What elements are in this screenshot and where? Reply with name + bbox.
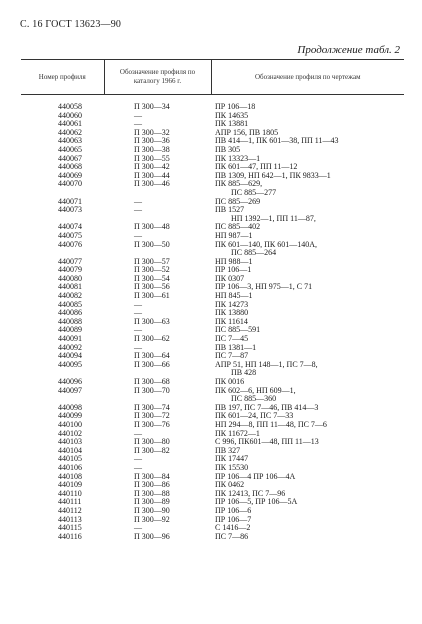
profile-number-cell: 440075 xyxy=(58,231,82,240)
catalog-designation-cell: — xyxy=(134,326,142,335)
catalog-designation-cell: П 300—82 xyxy=(134,446,170,455)
drawing-designation-cell: ПВ 327 xyxy=(215,446,241,455)
catalog-designation-cell: П 300—84 xyxy=(134,472,170,481)
table-row xyxy=(21,198,404,207)
catalog-designation-cell: — xyxy=(134,524,142,533)
drawing-designation-cell: ПР 106—4 ПР 106—4А xyxy=(215,472,296,481)
catalog-designation-cell: П 300—86 xyxy=(134,481,170,490)
table-row xyxy=(21,516,404,525)
catalog-designation-cell: П 300—38 xyxy=(134,145,170,154)
catalog-designation-cell: П 300—68 xyxy=(134,378,170,386)
profile-number-cell: 440089 xyxy=(58,326,82,335)
drawing-designation-cell: ПР 106—1 xyxy=(215,266,252,275)
drawing-designation-cell: ПК 13880 xyxy=(215,309,249,318)
table-row xyxy=(21,430,404,439)
profile-number-cell: 440109 xyxy=(58,481,82,490)
profile-number-cell: 440068 xyxy=(58,163,82,172)
drawing-designation-cell: АПР 156, ПВ 1805 xyxy=(215,128,279,137)
table-row xyxy=(21,318,404,327)
catalog-designation-cell: — xyxy=(134,231,142,240)
profile-number-cell: 440091 xyxy=(58,335,82,344)
profile-number-cell: 440099 xyxy=(58,412,82,421)
catalog-designation-cell: — xyxy=(134,197,142,206)
table-row xyxy=(21,473,404,482)
drawing-designation-cell: ПК 601—140, ПК 601—140А, xyxy=(215,240,318,249)
drawing-designation-cell: ПВ 428 xyxy=(231,369,257,378)
column-header-drawing-designation: Обозначение профиля по чертежам xyxy=(211,60,404,95)
drawing-designation-cell: ПР 106—6 xyxy=(215,506,252,515)
column-header-profile-number: Номер профиля xyxy=(21,60,104,95)
table-row xyxy=(21,412,404,421)
profile-number-cell: 440061 xyxy=(58,120,82,129)
catalog-designation-cell: П 300—89 xyxy=(134,498,170,507)
table-row xyxy=(21,524,404,533)
catalog-designation-cell: П 300—50 xyxy=(134,240,170,249)
table-row xyxy=(21,163,404,172)
drawing-designation-cell: ПК 885—629, xyxy=(215,180,263,189)
catalog-designation-cell: — xyxy=(134,120,142,129)
catalog-designation-cell xyxy=(104,215,211,224)
drawing-designation-cell: ПР 106—5, ПР 106—5А xyxy=(215,498,298,507)
profile-number-cell: 440095 xyxy=(58,360,82,369)
drawing-designation-cell: ПС 7—87 xyxy=(215,352,249,361)
profile-number-cell: 440106 xyxy=(58,463,82,472)
profile-number-cell: 440105 xyxy=(58,455,82,464)
catalog-designation-cell: П 300—72 xyxy=(134,412,170,421)
profile-table xyxy=(21,59,404,541)
table-row xyxy=(21,301,404,310)
catalog-designation-cell: — xyxy=(134,455,142,464)
table-row xyxy=(21,438,404,447)
catalog-designation-cell: П 300—61 xyxy=(134,292,170,301)
catalog-designation-cell: П 300—76 xyxy=(134,420,170,429)
table-row xyxy=(21,387,404,396)
catalog-designation-cell: П 300—66 xyxy=(134,360,170,369)
catalog-designation-cell xyxy=(104,369,211,378)
profile-number-cell: 440067 xyxy=(58,154,82,163)
drawing-designation-cell: ПК 14635 xyxy=(215,111,249,120)
profile-number-cell: 440108 xyxy=(58,472,82,481)
catalog-designation-cell: П 300—96 xyxy=(134,532,170,541)
drawing-designation-cell: НП 1392—1, ПП 11—87, xyxy=(231,214,316,223)
catalog-designation-cell: П 300—48 xyxy=(134,223,170,232)
drawing-designation-cell: ПР 106—3, НП 975—1, С 71 xyxy=(215,283,313,292)
drawing-designation-cell: НП 987—1 xyxy=(215,231,253,240)
table-row xyxy=(21,258,404,267)
profile-number-cell: 440098 xyxy=(58,403,82,412)
drawing-designation-cell: ПК 17447 xyxy=(215,455,249,464)
profile-number-cell: 440076 xyxy=(58,240,82,249)
catalog-designation-cell: П 300—46 xyxy=(134,180,170,189)
profile-number-cell: 440113 xyxy=(58,515,82,524)
profile-number-cell: 440111 xyxy=(58,498,82,507)
table-row xyxy=(21,464,404,473)
profile-number-cell xyxy=(21,215,104,224)
drawing-designation-cell: ПК 601—24, ПС 7—33 xyxy=(215,412,294,421)
drawing-designation-cell: НП 294—8, ПП 11—48, ПС 7—6 xyxy=(215,420,327,429)
drawing-designation-cell: ПС 885—277 xyxy=(231,188,277,197)
table-row xyxy=(21,120,404,129)
profile-number-cell: 440102 xyxy=(58,429,82,438)
drawing-designation-cell: ПВ 1527 xyxy=(215,206,245,215)
profile-number-cell xyxy=(21,395,104,404)
table-body xyxy=(21,95,404,542)
drawing-designation-cell: ПС 885—269 xyxy=(215,197,261,206)
drawing-designation-cell: ПС 7—86 xyxy=(215,532,249,541)
profile-number-cell: 440065 xyxy=(58,145,82,154)
catalog-designation-cell: П 300—52 xyxy=(134,266,170,275)
profile-number-cell: 440085 xyxy=(58,300,82,309)
catalog-designation-cell xyxy=(104,249,211,258)
drawing-designation-cell: ПК 12413, ПС 7—96 xyxy=(215,489,286,498)
table-row xyxy=(21,292,404,301)
table-row xyxy=(21,326,404,335)
drawing-designation-cell: С 996, ПК601—48, ПП 11—13 xyxy=(215,438,319,447)
profile-number-cell xyxy=(21,189,104,198)
table-row xyxy=(21,507,404,516)
table-row xyxy=(21,275,404,284)
table-row xyxy=(21,481,404,490)
catalog-designation-cell: — xyxy=(134,206,142,215)
profile-number-cell: 440100 xyxy=(58,420,82,429)
profile-number-cell: 440081 xyxy=(58,283,82,292)
profile-number-cell: 440088 xyxy=(58,317,82,326)
catalog-designation-cell: П 300—64 xyxy=(134,352,170,361)
table-row xyxy=(21,189,404,198)
profile-number-cell: 440060 xyxy=(58,111,82,120)
profile-number-cell: 440104 xyxy=(58,446,82,455)
profile-number-cell: 440086 xyxy=(58,309,82,318)
table-row xyxy=(21,404,404,413)
table-row xyxy=(21,112,404,121)
profile-number-cell: 440092 xyxy=(58,343,82,352)
table-row xyxy=(21,352,404,361)
table-row xyxy=(21,447,404,456)
table-row xyxy=(21,206,404,215)
profile-number-cell xyxy=(21,369,104,378)
drawing-designation-cell: НП 845—1 xyxy=(215,292,253,301)
catalog-designation-cell: П 300—57 xyxy=(134,257,170,266)
drawing-designation-cell: ПК 0016 xyxy=(215,378,245,386)
catalog-designation-cell: П 300—74 xyxy=(134,403,170,412)
profile-number-cell: 440069 xyxy=(58,171,82,180)
drawing-designation-cell: ПК 0462 xyxy=(215,481,245,490)
table-row xyxy=(21,455,404,464)
drawing-designation-cell: ПС 885—402 xyxy=(215,223,261,232)
catalog-designation-cell: П 300—55 xyxy=(134,154,170,163)
catalog-designation-cell: — xyxy=(134,429,142,438)
table-row xyxy=(21,249,404,258)
profile-number-cell: 440097 xyxy=(58,386,82,395)
table-row xyxy=(21,146,404,155)
table-row xyxy=(21,155,404,164)
profile-number-cell: 440062 xyxy=(58,128,82,137)
catalog-designation-cell: П 300—90 xyxy=(134,506,170,515)
table-continuation-title: Продолжение табл. 2 xyxy=(297,44,400,56)
catalog-designation-cell: П 300—54 xyxy=(134,274,170,283)
table-row xyxy=(21,232,404,241)
table-row xyxy=(21,223,404,232)
profile-number-cell: 440096 xyxy=(58,378,82,386)
table-row xyxy=(21,283,404,292)
drawing-designation-cell: ПВ 197, ПС 7—46, ПВ 414—3 xyxy=(215,403,319,412)
catalog-designation-cell: — xyxy=(134,463,142,472)
profile-number-cell: 440094 xyxy=(58,352,82,361)
catalog-designation-cell: П 300—44 xyxy=(134,171,170,180)
column-header-catalog-designation: Обозначение профиля по каталогу 1966 г. xyxy=(104,60,211,95)
profile-number-cell: 440112 xyxy=(58,506,82,515)
catalog-designation-cell: П 300—80 xyxy=(134,438,170,447)
table-row xyxy=(21,137,404,146)
drawing-designation-cell: ПВ 1381—1 xyxy=(215,343,257,352)
drawing-designation-cell: ПВ 414—1, ПК 601—38, ПП 11—43 xyxy=(215,137,339,146)
profile-number-cell: 440080 xyxy=(58,274,82,283)
catalog-designation-cell: — xyxy=(134,309,142,318)
table-row xyxy=(21,490,404,499)
table-row xyxy=(21,180,404,189)
profile-number-cell: 440082 xyxy=(58,292,82,301)
page-header: С. 16 ГОСТ 13623—90 xyxy=(20,19,122,30)
drawing-designation-cell: АПР 51, НП 148—1, ПС 7—8, xyxy=(215,360,318,369)
table-row xyxy=(21,421,404,430)
profile-number-cell: 440116 xyxy=(58,532,82,541)
table-row xyxy=(21,335,404,344)
catalog-designation-cell: П 300—70 xyxy=(134,386,170,395)
drawing-designation-cell: ПК 0307 xyxy=(215,274,245,283)
profile-number-cell: 440115 xyxy=(58,524,82,533)
catalog-designation-cell: — xyxy=(134,343,142,352)
profile-number-cell: 440110 xyxy=(58,489,82,498)
profile-number-cell: 440103 xyxy=(58,438,82,447)
profile-number-cell: 440071 xyxy=(58,197,82,206)
drawing-designation-cell: ПК 13323—1 xyxy=(215,154,261,163)
drawing-designation-cell: ПК 602—6, НП 609—1, xyxy=(215,386,296,395)
table-row xyxy=(21,378,404,387)
table-row xyxy=(21,369,404,378)
catalog-designation-cell: П 300—56 xyxy=(134,283,170,292)
profile-number-cell: 440063 xyxy=(58,137,82,146)
drawing-designation-cell: ПК 15530 xyxy=(215,463,249,472)
drawing-designation-cell: НП 988—1 xyxy=(215,257,253,266)
catalog-designation-cell: П 300—34 xyxy=(134,103,170,111)
drawing-designation-cell: ПС 885—264 xyxy=(231,249,277,258)
drawing-designation-cell: ПВ 1309, НП 642—1, ПК 9833—1 xyxy=(215,171,331,180)
catalog-designation-cell: П 300—32 xyxy=(134,128,170,137)
table-row xyxy=(21,172,404,181)
table-row xyxy=(21,309,404,318)
profile-number-cell xyxy=(21,249,104,258)
table-row xyxy=(21,266,404,275)
drawing-designation-cell: ПР 106—18 xyxy=(215,103,256,111)
catalog-designation-cell xyxy=(104,395,211,404)
drawing-designation-cell: ПК 11672—1 xyxy=(215,429,260,438)
table-header-row xyxy=(21,60,404,95)
catalog-designation-cell xyxy=(104,189,211,198)
drawing-designation-cell: С 1416—2 xyxy=(215,524,251,533)
catalog-designation-cell: П 300—62 xyxy=(134,335,170,344)
catalog-designation-cell: — xyxy=(134,300,142,309)
catalog-designation-cell: — xyxy=(134,111,142,120)
drawing-designation-cell: ПР 106—7 xyxy=(215,515,252,524)
catalog-designation-cell: П 300—92 xyxy=(134,515,170,524)
catalog-designation-cell: П 300—63 xyxy=(134,317,170,326)
drawing-designation-cell: ПК 14273 xyxy=(215,300,249,309)
table-spacer xyxy=(21,95,404,104)
table-row xyxy=(21,395,404,404)
drawing-designation-cell: ПК 13881 xyxy=(215,120,249,129)
profile-number-cell: 440058 xyxy=(58,103,82,111)
drawing-designation-cell: ПВ 305 xyxy=(215,145,241,154)
profile-number-cell: 440077 xyxy=(58,257,82,266)
drawing-designation-cell: ПС 7—45 xyxy=(215,335,249,344)
catalog-designation-cell: П 300—36 xyxy=(134,137,170,146)
table-row xyxy=(21,533,404,542)
table-row xyxy=(21,129,404,138)
catalog-designation-cell: П 300—88 xyxy=(134,489,170,498)
table-row xyxy=(21,344,404,353)
drawing-designation-cell: ПК 601—47, ПП 11—12 xyxy=(215,163,298,172)
catalog-designation-cell: П 300—42 xyxy=(134,163,170,172)
table-row xyxy=(21,241,404,250)
table-row xyxy=(21,215,404,224)
drawing-designation-cell: ПК 11614 xyxy=(215,317,248,326)
profile-number-cell: 440070 xyxy=(58,180,82,189)
profile-number-cell: 440073 xyxy=(58,206,82,215)
profile-number-cell: 440074 xyxy=(58,223,82,232)
table-row xyxy=(21,498,404,507)
profile-number-cell: 440079 xyxy=(58,266,82,275)
drawing-designation-cell: ПС 885—591 xyxy=(215,326,261,335)
table-row xyxy=(21,103,404,112)
drawing-designation-cell: ПС 885—360 xyxy=(231,395,277,404)
table-row xyxy=(21,361,404,370)
